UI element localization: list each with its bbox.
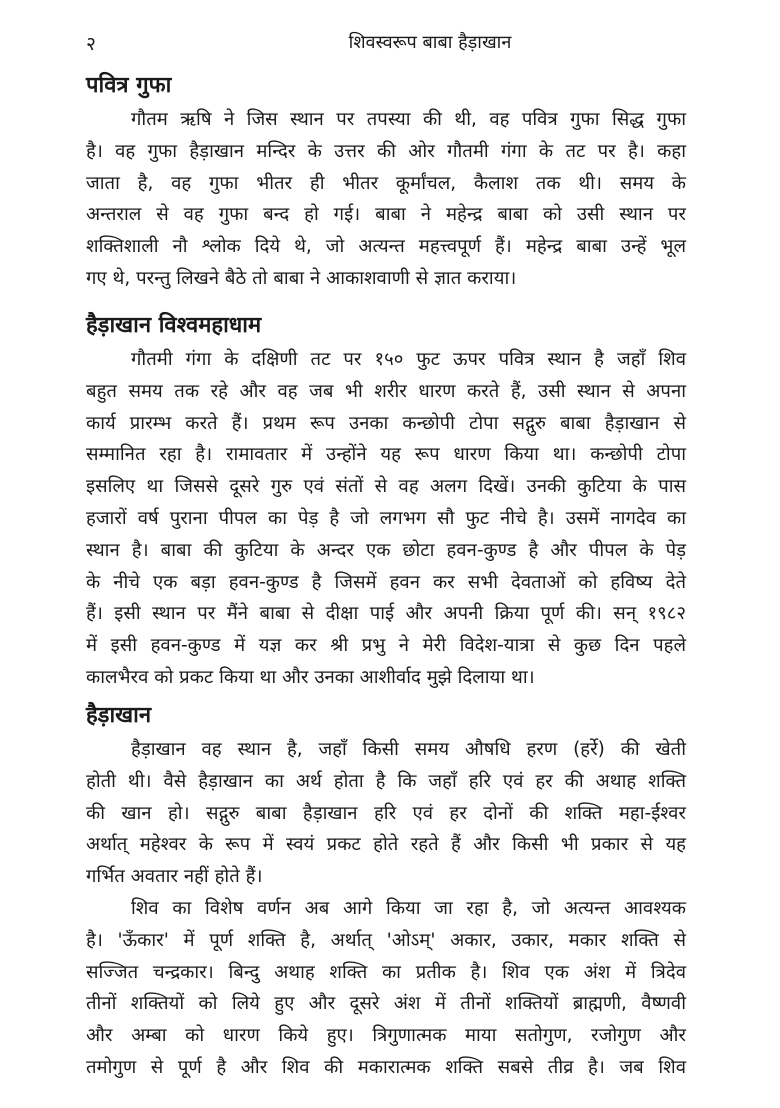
text-line: सज्जित चन्द्रकार। बिन्दु अथाह शक्ति का प्रतीक है। शिव एक अंश में त्रिदेव	[86, 961, 686, 983]
text-line: गौतमी गंगा के दक्षिणी तट पर १५० फुट ऊपर पवित्र स्थान है जहाँ शिव	[131, 349, 686, 370]
text-line: शिव का विशेष वर्णन अब आगे किया जा रहा है, जो अत्यन्त आवश्यक	[131, 898, 686, 919]
text-line: गए थे, परन्तु लिखने बैठे तो बाबा ने आकाशवाणी से ज्ञात कराया।	[86, 268, 517, 289]
text-line: बहुत समय तक रहे और वह जब भी शरीर धारण करते हैं, उसी स्थान से अपना	[86, 380, 686, 402]
text-line: में इसी हवन-कुण्ड में यज्ञ कर श्री प्रभु ने मेरी विदेश-यात्रा से कुछ दिन पहले	[86, 635, 686, 657]
text-line: गौतम ऋषि ने जिस स्थान पर तपस्या की थी, वह पवित्र गुफा सिद्ध गुफा	[131, 109, 686, 130]
text-line: हैं। इसी स्थान पर मैंने बाबा से दीक्षा पाई और अपनी क्रिया पूर्ण की। सन् १९८२	[86, 603, 686, 625]
section-heading: हैड़ाखान विश्वमहाधाम	[86, 313, 262, 338]
text-line: तमोगुण से पूर्ण है और शिव की मकारात्मक शक्ति सबसे तीव्र है। जब शिव	[86, 1057, 686, 1078]
text-line: के नीचे एक बड़ा हवन-कुण्ड है जिसमें हवन कर सभी देवताओं को हविष्य देते	[86, 571, 686, 593]
section-heading: हैड़ाखान	[86, 703, 152, 728]
text-line: की खान हो। सद्गुरु बाबा हैड़ाखान हरि एवं हर दोनों की शक्ति महा-ईश्वर	[86, 802, 686, 824]
text-line: हैड़ाखान वह स्थान है, जहाँ किसी समय औषधि हरण (हर्रे) की खेती	[131, 739, 686, 760]
text-line: सम्मानित रहा है। रामावतार में उन्होंने यह रूप धारण किया था। कन्छोपी टोपा	[86, 444, 686, 466]
page-number: २	[86, 33, 96, 55]
section-heading: पवित्र गुफा	[86, 73, 172, 98]
text-line: और अम्बा को धारण किये हुए। त्रिगुणात्मक माया सतोगुण, रजोगुण और	[86, 1025, 686, 1047]
running-title: शिवस्वरूप बाबा हैड़ाखान	[348, 32, 512, 53]
text-line: है। 'ऊँकार' में पूर्ण शक्ति है, अर्थात् 'ओऽम्' अकार, उकार, मकार शक्ति से	[86, 929, 686, 951]
text-line: हजारों वर्ष पुराना पीपल का पेड़ है जो लगभग सौ फुट नीचे है। उसमें नागदेव का	[86, 508, 686, 529]
text-line: अन्तराल से वह गुफा बन्द हो गई। बाबा ने महेन्द्र बाबा को उसी स्थान पर	[86, 204, 686, 226]
text-line: होती थी। वैसे हैड़ाखान का अर्थ होता है कि जहाँ हरि एवं हर की अथाह शक्ति	[86, 770, 686, 792]
text-line: शक्तिशाली नौ श्लोक दिये थे, जो अत्यन्त महत्त्वपूर्ण हैं। महेन्द्र बाबा उन्हें भूल	[86, 236, 686, 258]
text-line: कार्य प्रारम्भ करते हैं। प्रथम रूप उनका कन्छोपी टोपा सद्गुरु बाबा हैड़ाखान से	[86, 412, 686, 434]
text-line: जाता है, वह गुफा भीतर ही भीतर कूर्मांचल, कैलाश तक थी। समय के	[86, 172, 686, 194]
text-line: गर्भित अवतार नहीं होते हैं।	[86, 866, 263, 888]
text-line: तीनों शक्तियों को लिये हुए और दूसरे अंश में तीनों शक्तियों ब्राह्मणी, वैष्णवी	[86, 993, 686, 1015]
text-line: स्थान है। बाबा की कुटिया के अन्दर एक छोटा हवन-कुण्ड है और पीपल के पेड़	[86, 539, 686, 561]
text-line: अर्थात् महेश्वर के रूप में स्वयं प्रकट होते रहते हैं और किसी भी प्रकार से यह	[86, 834, 686, 856]
text-line: कालभैरव को प्रकट किया था और उनका आशीर्वाद मुझे दिलाया था।	[86, 667, 535, 688]
text-line: इसलिए था जिससे दूसरे गुरु एवं संतों से वह अलग दिखें। उनकी कुटिया के पास	[86, 476, 686, 498]
text-line: है। वह गुफा हैड़ाखान मन्दिर के उत्तर की ओर गौतमी गंगा के तट पर है। कहा	[86, 140, 686, 162]
